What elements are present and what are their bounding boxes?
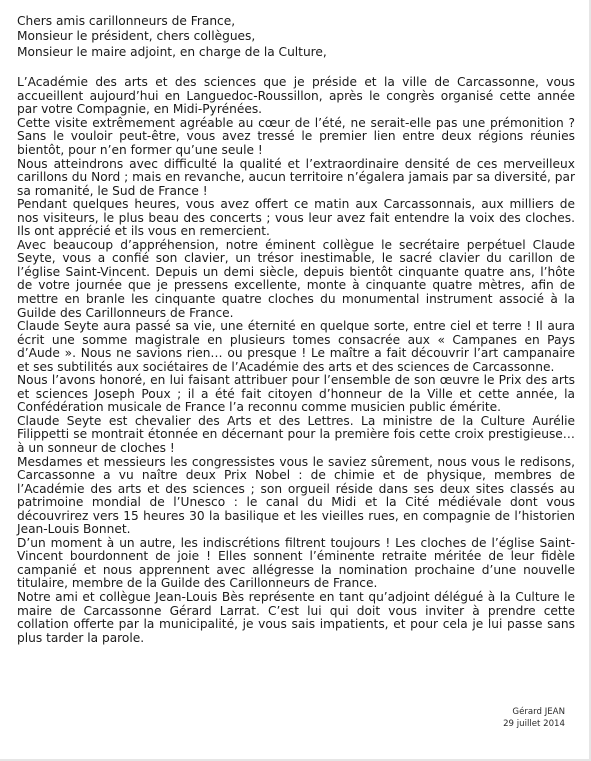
body-paragraph: L’Académie des arts et des sciences que je préside et la ville de Carcassonne, vous accueillent aujourd’hui en Languedoc-Roussillon, après le congrès organisé cette année par votre Compagnie, en Midi-Pyrénées. bbox=[17, 75, 575, 117]
body-paragraph: D’un moment à un autre, les indiscrétions filtrent toujours ! Les cloches de l’église Saint-Vincent bourdonnent de joie ! Elles sonnent l’éminente retraite méritée de leur fidèle campanié et nous apprennent avec allégresse la nomination prochaine d’une nouvelle titulaire, membre de la Guilde des Carillonneurs de France. bbox=[17, 535, 575, 591]
body-paragraph: Claude Seyte aura passé sa vie, une éternité en quelque sorte, entre ciel et terre ! Il aura écrit une somme magistrale en plusieurs tomes consacrée aux « Campanes en Pays d’Aude ». Nous ne savions rien… ou presque ! Le maître a fait découvrir l’art campanaire et ses subtilités aux sociétaires de l’Académie des arts et des sciences de Carcassonne. bbox=[17, 319, 575, 374]
salutation-block bbox=[17, 14, 575, 60]
body-paragraph: Mesdames et messieurs les congressistes vous le saviez sûrement, nous vous le redisons, Carcassonne a vu naître deux Prix Nobel : de chimie et de physique, membres de l’Académie des arts et des sciences ; son orgueil réside dans ses deux sites classés au patrimoine mondial de l’Unesco : le canal du Midi et la Cité médiévale dont vous découvrirez vers 15 heures 30 la basilique et les vieilles rues, en compagnie de l’historien Jean-Louis Bonnet. bbox=[17, 454, 575, 537]
letter-body bbox=[17, 76, 575, 645]
body-paragraph: Notre ami et collègue Jean-Louis Bès représente en tant qu’adjoint délégué à la Culture le maire de Carcassonne Gérard Larrat. C’est lui qui doit vous inviter à prendre cette collation offerte par la municipalité, je vous sais impatients, et pour cela je lui passe sans plus tarder la parole. bbox=[17, 590, 575, 645]
body-paragraph: Pendant quelques heures, vous avez offert ce matin aux Carcassonnais, aux milliers de nos visiteurs, le plus beau des concerts ; vous leur avez fait entendre la voix des cloches. Ils ont apprécié et ils vous en remercient. bbox=[17, 197, 575, 239]
salutation-line: Chers amis carillonneurs de France, bbox=[17, 14, 236, 28]
signature-author: Gérard JEAN bbox=[512, 707, 565, 717]
body-paragraph: Avec beaucoup d’appréhension, notre éminent collègue le secrétaire perpétuel Claude Seyte, vous a confié son clavier, un trésor inestimable, le sacré clavier du carillon de l’église Saint-Vincent. Depuis un demi siècle, depuis bientôt cinquante quatre ans, l’hôte de votre journée que je pressens excellente, monte à cinquante quatre mètres, afin de mettre en branle les cinquante quatre cloches du monumental instrument associé à la Guilde des Carillonneurs de France. bbox=[17, 237, 575, 320]
body-paragraph: Claude Seyte est chevalier des Arts et des Lettres. La ministre de la Culture Aurélie Filippetti se montrait étonnée en décernant pour la première fois cette croix prestigieuse… à un sonneur de cloches ! bbox=[17, 413, 575, 455]
body-paragraph: Nous l’avons honoré, en lui faisant attribuer pour l’ensemble de son œuvre le Prix des arts et sciences Joseph Poux ; il a été fait citoyen d’honneur de la Ville et cette année, la Confédération musicale de France l’a reconnu comme musicien public émérite. bbox=[17, 373, 575, 415]
body-paragraph: Cette visite extrêmement agréable au cœur de l’été, ne serait-elle pas une prémonition ? Sans le vouloir peut-être, vous avez tressé le premier lien entre deux régions réunies bientôt, pour n’en former qu’une seule ! bbox=[17, 115, 575, 157]
salutation-line: Monsieur le président, chers collègues, bbox=[17, 29, 256, 44]
salutation-line: Monsieur le maire adjoint, en charge de la Culture, bbox=[17, 44, 327, 59]
body-paragraph: Nous atteindrons avec difficulté la qualité et l’extraordinaire densité de ces merveilleux carillons du Nord ; mais en revanche, aucun territoire n’égalera jamais par sa diversité, par sa romanité, le Sud de France ! bbox=[17, 156, 575, 198]
signature-date: 29 juillet 2014 bbox=[503, 718, 565, 729]
signature-block bbox=[503, 707, 565, 730]
